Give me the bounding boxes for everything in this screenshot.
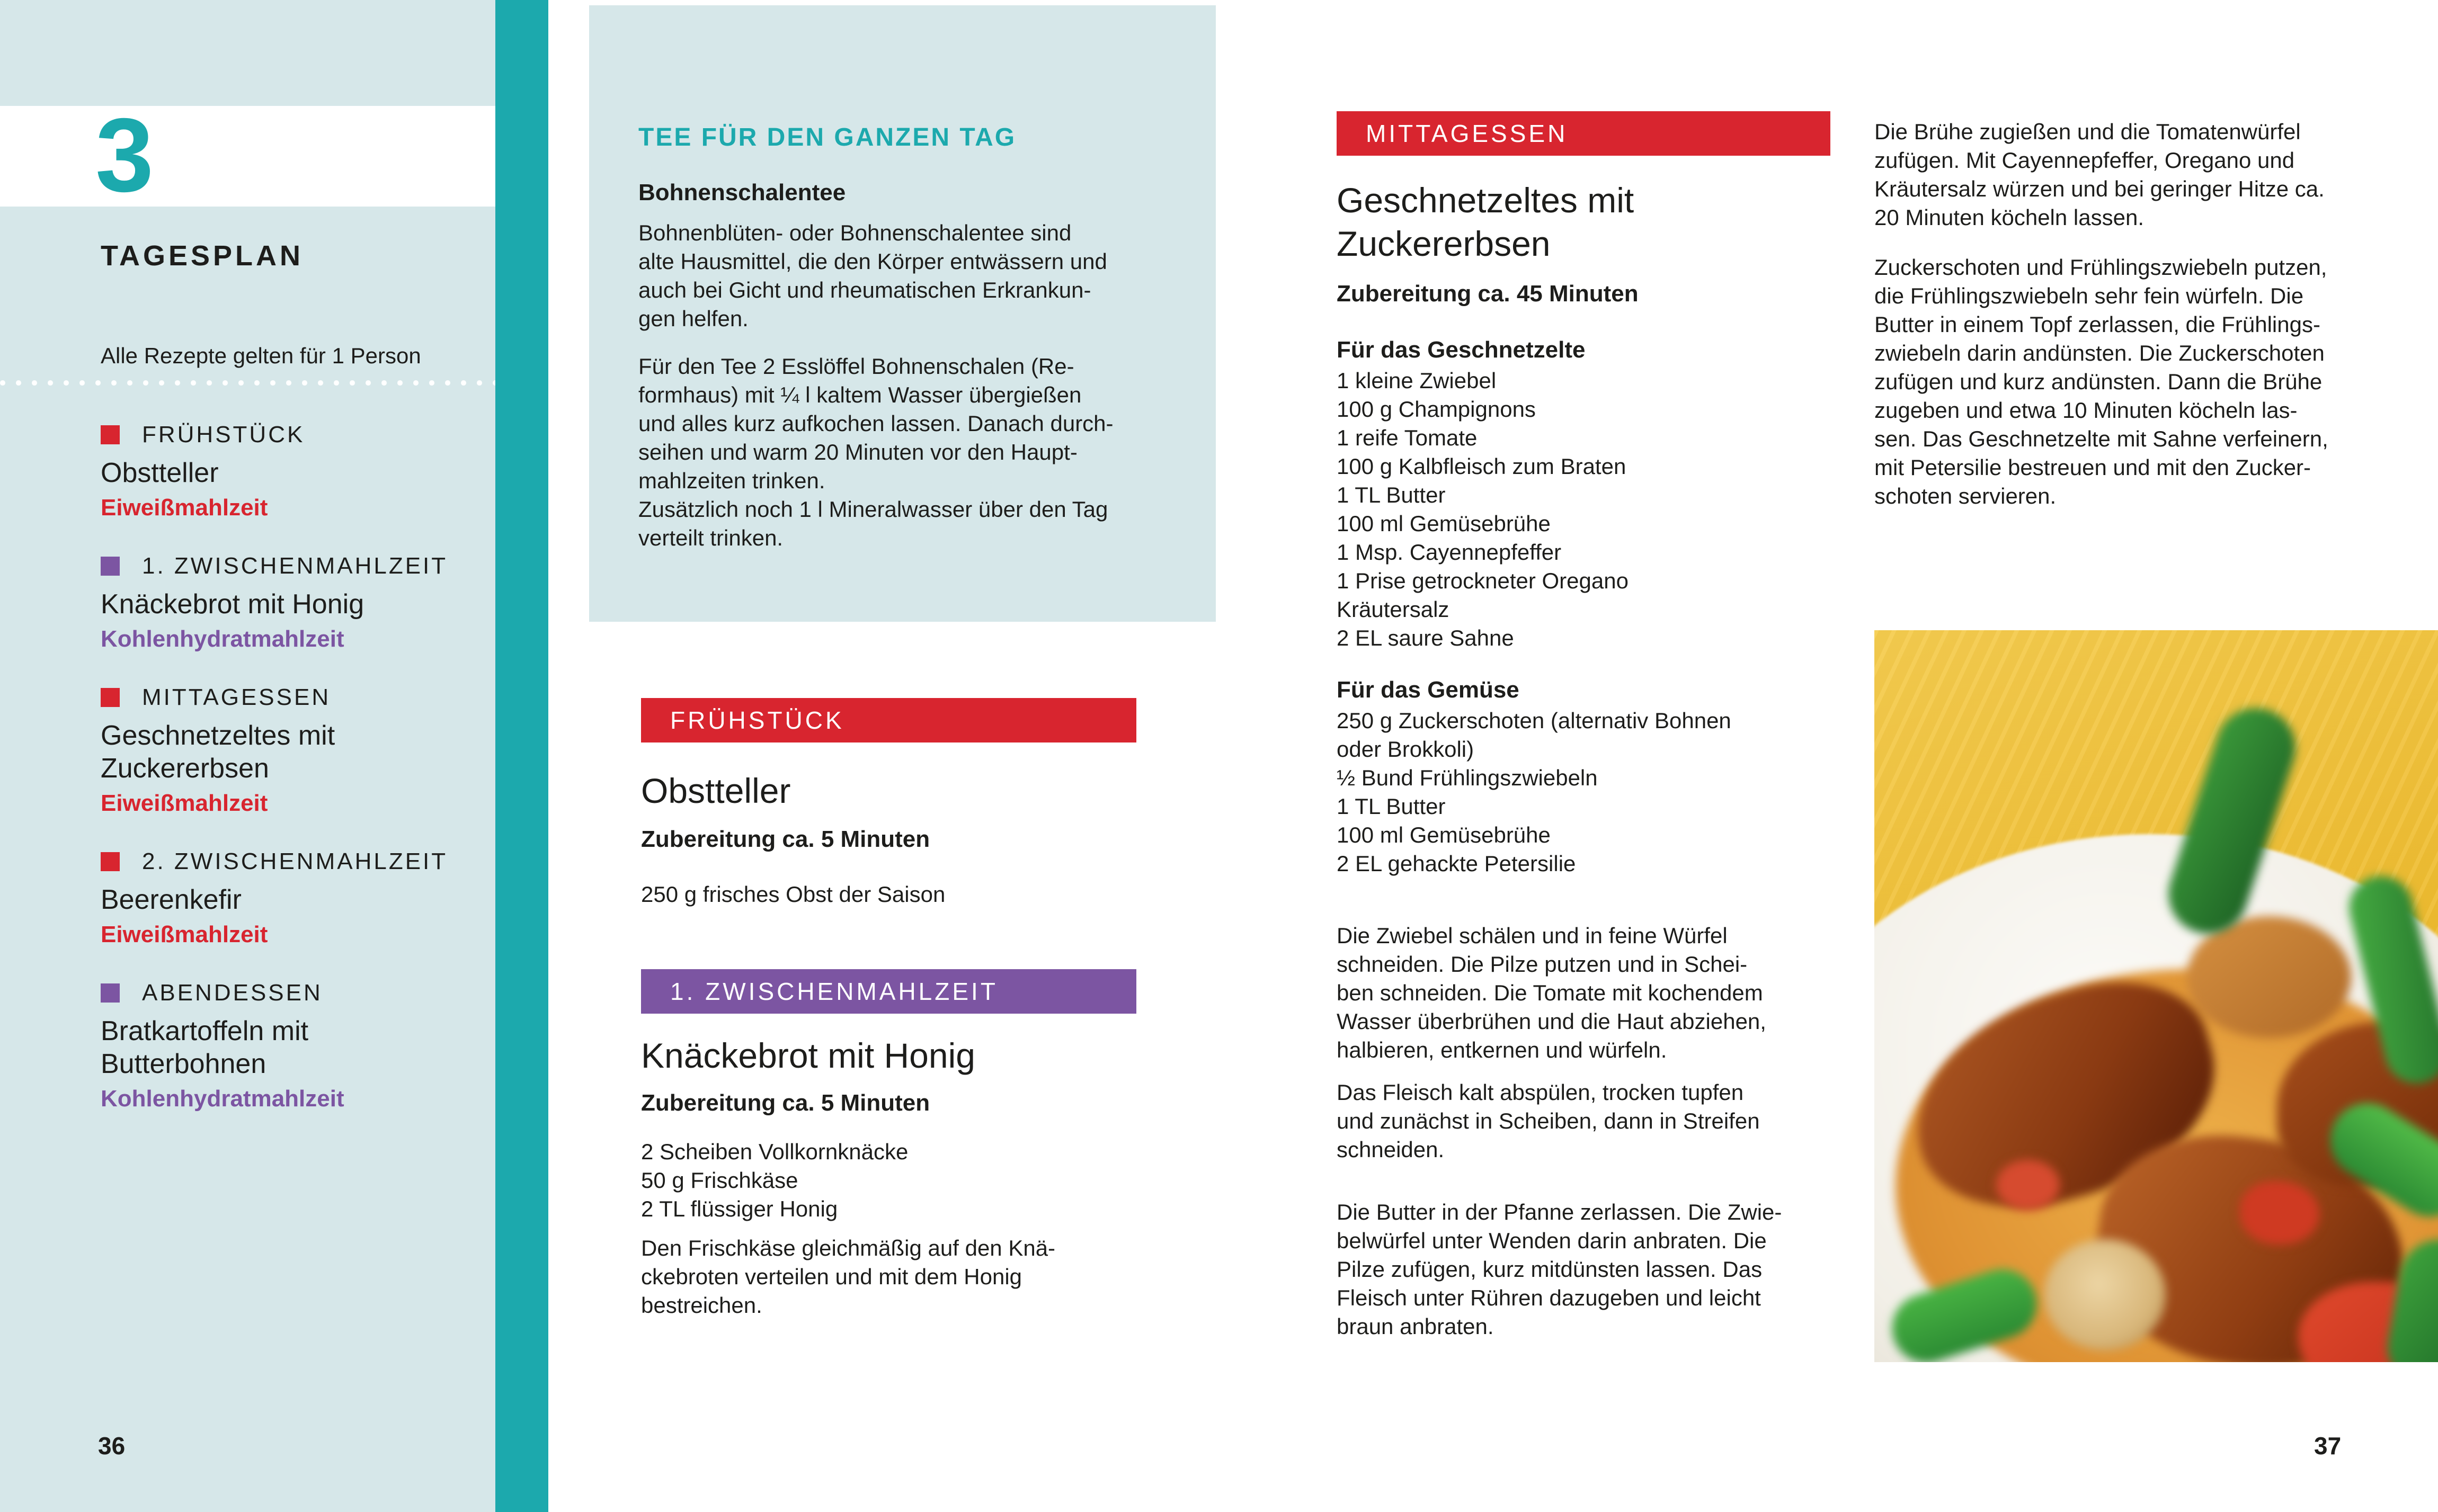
instruction-step-5 (1874, 253, 2328, 511)
text-line: Den Frischkäse gleichmäßig auf den Knä- (641, 1236, 1056, 1260)
text-line: 250 g Zuckerschoten (alternativ Bohnen (1337, 708, 1731, 733)
text-line: seihen und warm 20 Minuten vor den Haupt- (638, 440, 1078, 464)
meal-dish-name (101, 457, 487, 489)
meal-category-label: MITTAGESSEN (142, 684, 331, 710)
meal-type-label: Eiweißmahlzeit (101, 495, 268, 521)
meal-marker-square (101, 425, 120, 444)
recipe-banner-lunch: MITTAGESSEN (1337, 111, 1830, 156)
text-line: Obstteller (101, 458, 219, 488)
text-line: Butterbohnen (101, 1049, 266, 1079)
sidebar-title: TAGESPLAN (101, 240, 304, 272)
page-number-right: 37 (2314, 1432, 2342, 1460)
food-photo (1874, 630, 2438, 1362)
text-line: zufügen. Mit Cayennepfeffer, Oregano und (1874, 148, 2295, 173)
instructions-snack1 (641, 1234, 1055, 1320)
text-line: 2 EL gehackte Petersilie (1337, 851, 1576, 876)
text-line: Das Fleisch kalt abspülen, trocken tupfen (1337, 1080, 1744, 1105)
meal-marker-square (101, 557, 120, 576)
text-line: die Frühlingszwiebeln sehr fein würfeln. Die (1874, 283, 2304, 308)
meal-marker-square (101, 688, 120, 707)
text-line: 1 kleine Zwiebel (1337, 368, 1497, 393)
mushroom-slice (2044, 1239, 2166, 1350)
ingredients-snack1 (641, 1138, 908, 1223)
meal-marker-square (101, 983, 120, 1003)
text-line: oder Brokkoli) (1337, 737, 1474, 762)
instruction-step-2 (1337, 1078, 1760, 1164)
text-line: 2 EL saure Sahne (1337, 625, 1514, 650)
text-line: Geschnetzeltes mit (101, 720, 335, 751)
text-line: 1 TL Butter (1337, 482, 1446, 507)
instruction-step-3 (1337, 1198, 1782, 1341)
text-line: halbieren, entkernen und würfeln. (1337, 1037, 1667, 1062)
tea-box-paragraph (638, 352, 1184, 552)
recipe-title-snack1: Knäckebrot mit Honig (641, 1036, 975, 1075)
tea-box-title: TEE FÜR DEN GANZEN TAG (638, 123, 1017, 151)
sidebar-subtitle: Alle Rezepte gelten für 1 Person (101, 343, 421, 368)
meal-type-label: Kohlenhydratmahlzeit (101, 1086, 344, 1112)
text-line: 100 g Kalbfleisch zum Braten (1337, 454, 1626, 479)
text-line: Geschnetzeltes mit (1337, 181, 1634, 220)
text-line: 100 g Champignons (1337, 397, 1536, 422)
meal-type-label: Eiweißmahlzeit (101, 921, 268, 947)
ingredient-section-heading-veg: Für das Gemüse (1337, 677, 1519, 703)
text-line: Beerenkefir (101, 884, 242, 915)
text-line: Zuckererbsen (101, 753, 269, 784)
text-line: braun anbraten. (1337, 1314, 1494, 1339)
text-line: schneiden. (1337, 1137, 1445, 1162)
text-line: 100 ml Gemüsebrühe (1337, 822, 1551, 847)
text-line: zufügen und kurz andünsten. Dann die Brühe (1874, 369, 2323, 394)
text-line: Knäckebrot mit Honig (101, 589, 364, 620)
chapter-number: 3 (95, 96, 154, 213)
text-line: 1 TL Butter (1337, 794, 1446, 819)
meal-dish-name (101, 883, 487, 916)
meal-type-label: Eiweißmahlzeit (101, 790, 268, 816)
meal-plan-entry-lunch (101, 684, 487, 817)
text-line: bestreichen. (641, 1293, 762, 1318)
text-line: Die Zwiebel schälen und in feine Würfel (1337, 923, 1728, 948)
text-line: 100 ml Gemüsebrühe (1337, 511, 1551, 536)
text-line: verteilt trinken. (638, 525, 784, 550)
meal-category-label: 2. ZWISCHENMAHLZEIT (142, 848, 448, 874)
text-line: Pilze zufügen, kurz mitdünsten lassen. Das (1337, 1257, 1763, 1282)
recipe-banner-breakfast: FRÜHSTÜCK (641, 698, 1136, 742)
text-line: zwiebeln darin andünsten. Die Zuckerschoten (1874, 341, 2325, 365)
page-number-left: 36 (98, 1432, 126, 1460)
text-line: schoten servieren. (1874, 484, 2057, 508)
text-line: 50 g Frischkäse (641, 1168, 798, 1193)
prep-time-lunch: Zubereitung ca. 45 Minuten (1337, 281, 1639, 307)
ingredients-meat (1337, 366, 1629, 652)
text-line: sen. Das Geschnetzelte mit Sahne verfeinern, (1874, 426, 2328, 451)
recipe-title-lunch (1337, 178, 1634, 265)
text-line: mit Petersilie bestreuen und mit den Zucker- (1874, 455, 2311, 480)
instruction-step-4 (1874, 118, 2325, 232)
text-line: 1 reife Tomate (1337, 425, 1478, 450)
prep-time-snack1: Zubereitung ca. 5 Minuten (641, 1090, 930, 1116)
tea-info-box (589, 5, 1216, 622)
meal-dish-name (101, 719, 487, 785)
red-pepper-piece (1996, 1160, 2060, 1210)
text-line: 250 g frisches Obst der Saison (641, 882, 946, 907)
ingredients-breakfast (641, 880, 945, 909)
text-line: 20 Minuten köcheln lassen. (1874, 205, 2144, 230)
text-line: Zuckererbsen (1337, 224, 1551, 263)
text-line: Fleisch unter Rühren dazugeben und leicht (1337, 1285, 1761, 1310)
text-line: gen helfen. (638, 306, 749, 331)
text-line: und alles kurz aufkochen lassen. Danach durch- (638, 411, 1114, 436)
text-line: 2 TL flüssiger Honig (641, 1196, 838, 1221)
meal-plan-list (101, 422, 487, 1144)
text-line: Bohnenblüten- oder Bohnenschalentee sind (638, 220, 1072, 245)
text-line: Kräutersalz (1337, 597, 1449, 622)
meal-category-label: 1. ZWISCHENMAHLZEIT (142, 553, 448, 579)
text-line: 1 Prise getrockneter Oregano (1337, 568, 1629, 593)
text-line: ½ Bund Frühlingszwiebeln (1337, 765, 1598, 790)
recipe-title-breakfast: Obstteller (641, 771, 791, 810)
text-line: Kräutersalz würzen und bei geringer Hitze ca. (1874, 176, 2325, 201)
meal-category-label: FRÜHSTÜCK (142, 422, 305, 448)
meal-dish-name (101, 1015, 487, 1080)
text-line: mahlzeiten trinken. (638, 468, 825, 493)
red-pepper-piece (2240, 1181, 2319, 1245)
text-line: Wasser überbrühen und die Haut abziehen, (1337, 1009, 1766, 1034)
text-line: Zusätzlich noch 1 l Mineralwasser über den Tag (638, 497, 1108, 522)
meal-plan-entry-snack2 (101, 848, 487, 948)
recipe-banner-snack1: 1. ZWISCHENMAHLZEIT (641, 969, 1136, 1014)
text-line: Bratkartoffeln mit (101, 1016, 309, 1046)
text-line: auch bei Gicht und rheumatischen Erkrankun- (638, 278, 1091, 302)
meal-type-label: Kohlenhydratmahlzeit (101, 626, 344, 652)
chapter-number-band (0, 96, 495, 213)
ingredient-section-heading-meat: Für das Geschnetzelte (1337, 337, 1586, 363)
meal-plan-entry-breakfast (101, 422, 487, 521)
ingredients-veg (1337, 706, 1731, 878)
text-line: Für den Tee 2 Esslöffel Bohnenschalen (Re- (638, 354, 1074, 379)
text-line: ben schneiden. Die Tomate mit kochendem (1337, 980, 1763, 1005)
text-line: Butter in einem Topf zerlassen, die Frühlings- (1874, 312, 2320, 337)
text-line: und zunächst in Scheiben, dann in Streifen (1337, 1108, 1760, 1133)
text-line: 1 Msp. Cayennepfeffer (1337, 540, 1562, 565)
text-line: Die Brühe zugießen und die Tomatenwürfel (1874, 119, 2301, 144)
tea-box-heading: Bohnenschalentee (638, 180, 846, 205)
text-line: belwürfel unter Wenden darin anbraten. Die (1337, 1228, 1767, 1253)
dotted-separator (0, 380, 495, 386)
meal-plan-entry-dinner (101, 980, 487, 1112)
teal-divider-stripe (495, 0, 548, 1512)
meal-category-label: ABENDESSEN (142, 980, 323, 1006)
text-line: ckebroten verteilen und mit dem Honig (641, 1264, 1022, 1289)
instruction-step-1 (1337, 921, 1766, 1064)
text-line: formhaus) mit ¼ l kaltem Wasser übergießen (638, 382, 1082, 407)
prep-time-breakfast: Zubereitung ca. 5 Minuten (641, 826, 930, 852)
meal-marker-square (101, 852, 120, 871)
meal-plan-entry-snack1 (101, 553, 487, 652)
text-line: schneiden. Die Pilze putzen und in Schei- (1337, 952, 1748, 977)
text-line: Zuckerschoten und Frühlingszwiebeln putzen, (1874, 255, 2327, 280)
text-line: Die Butter in der Pfanne zerlassen. Die Zwie- (1337, 1200, 1782, 1224)
meal-dish-name (101, 588, 487, 621)
text-line: alte Hausmittel, die den Körper entwässern und (638, 249, 1107, 274)
tea-box-paragraph (638, 219, 1184, 333)
text-line: zugeben und etwa 10 Minuten köcheln las- (1874, 398, 2298, 423)
text-line: 2 Scheiben Vollkornknäcke (641, 1139, 909, 1164)
